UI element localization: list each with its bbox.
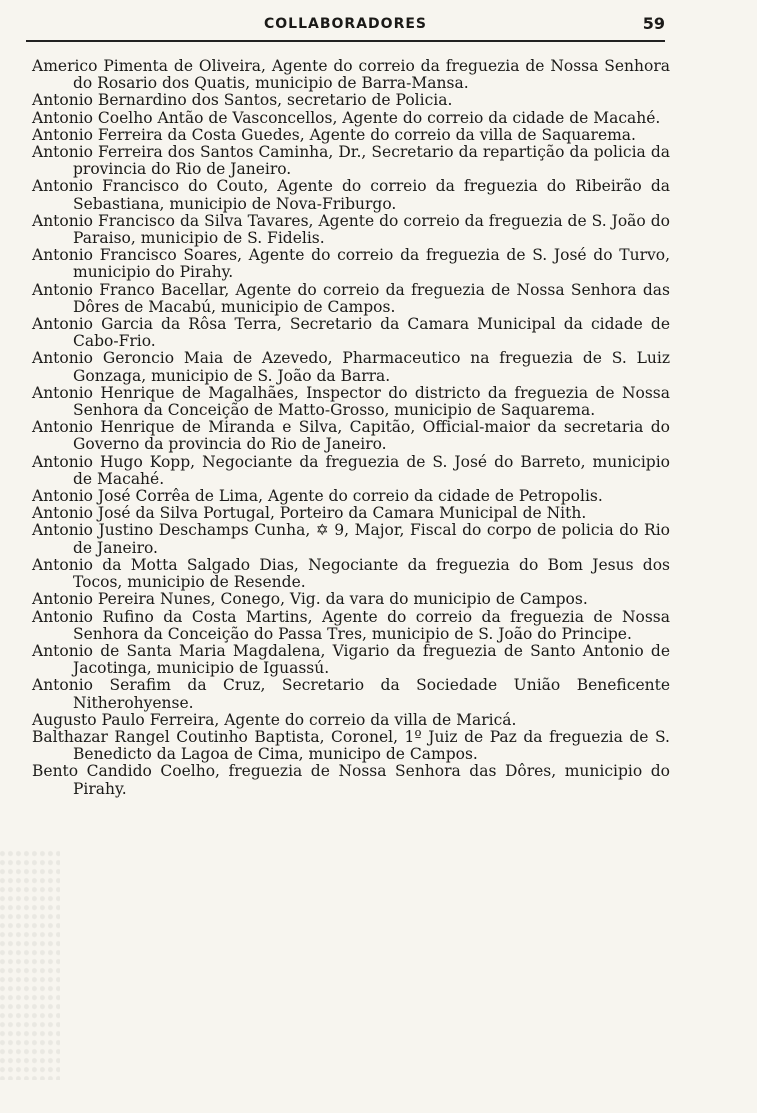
list-item: Antonio Garcia da Rôsa Terra, Secretario da Camara Municipal da cidade de Cabo-Frio.	[32, 315, 670, 351]
list-item: Antonio de Santa Maria Magdalena, Vigario da freguezia de Santo Antonio de Jacotinga, municipio de Iguassú.	[32, 641, 670, 678]
list-item: Balthazar Rangel Coutinho Baptista, Coronel, 1º Juiz de Paz da freguezia de S. Benedicto da Lagoa de Cima, municipo de Campos.	[32, 727, 670, 764]
page-header	[26, 14, 665, 36]
list-item: Antonio Bernardino dos Santos, secretario de Policia.	[32, 91, 453, 110]
list-item: Antonio Ferreira dos Santos Caminha, Dr., Secretario da repartição da policia da provincia do Rio de Janeiro.	[32, 143, 670, 179]
list-item: Antonio Ferreira da Costa Guedes, Agente do correio da villa de Saquarema.	[32, 125, 636, 144]
list-item: Antonio Henrique de Magalhães, Inspector do districto da freguezia de Nossa Senhora da Conceição de Matto-Grosso, municipio de Saquarema.	[32, 383, 670, 420]
list-item: Antonio Henrique de Miranda e Silva, Capitão, Official-maior da secretaria do Governo da provincia do Rio de Janeiro.	[32, 418, 670, 454]
list-item: Antonio Serafim da Cruz, Secretario da Sociedade União Beneficente Nitherohyense.	[32, 676, 670, 712]
list-item: Antonio da Motta Salgado Dias, Negociante da freguezia do Bom Jesus dos Tocos, municipio de Resende.	[32, 555, 670, 592]
entry-list	[32, 58, 670, 798]
list-item: Antonio Pereira Nunes, Conego, Vig. da vara do municipio de Campos.	[32, 590, 588, 609]
paper-stain	[0, 850, 60, 1080]
list-item: Antonio José Corrêa de Lima, Agente do correio da cidade de Petropolis.	[32, 487, 603, 506]
list-item: Augusto Paulo Ferreira, Agente do correio da villa de Maricá.	[32, 710, 517, 729]
list-item: Antonio Coelho Antão de Vasconcellos, Agente do correio da cidade de Macahé.	[32, 108, 661, 127]
list-item: Antonio Hugo Kopp, Negociante da freguezia de S. José do Barreto, municipio de Macahé.	[32, 452, 670, 488]
list-item: Antonio Rufino da Costa Martins, Agente do correio da freguezia de Nossa Senhora da Conceição do Passa Tres, municipio de S. João do Principe.	[32, 607, 670, 643]
list-item: Americo Pimenta de Oliveira, Agente do correio da freguezia de Nossa Senhora do Rosario dos Quatis, municipio de Barra-Mansa.	[32, 57, 670, 93]
list-item: Antonio Franco Bacellar, Agente do correio da freguezia de Nossa Senhora das Dôres de Macabú, municipio de Campos.	[32, 280, 670, 316]
list-item: Antonio José da Silva Portugal, Porteiro da Camara Municipal de Nith.	[32, 504, 587, 523]
list-item: Antonio Francisco do Couto, Agente do correio da freguezia do Ribeirão da Sebastiana, municipio de Nova-Friburgo.	[32, 177, 670, 213]
list-item: Bento Candido Coelho, freguezia de Nossa Senhora das Dôres, municipio do Pirahy.	[32, 762, 670, 798]
list-item: Antonio Justino Deschamps Cunha, ✡ 9, Major, Fiscal do corpo de policia do Rio de Janeiro.	[32, 521, 670, 557]
list-item: Antonio Francisco Soares, Agente do correio da freguezia de S. José do Turvo, municipio do Pirahy.	[32, 246, 670, 282]
header-rule	[26, 40, 665, 42]
list-item: Antonio Francisco da Silva Tavares, Agente do correio da freguezia de S. João do Paraiso, municipio de S. Fidelis.	[32, 211, 670, 248]
page-number: 59	[642, 14, 665, 33]
list-item: Antonio Geroncio Maia de Azevedo, Pharmaceutico na freguezia de S. Luiz Gonzaga, municipio de S. João da Barra.	[32, 349, 670, 385]
running-title: COLLABORADORES	[264, 16, 427, 32]
